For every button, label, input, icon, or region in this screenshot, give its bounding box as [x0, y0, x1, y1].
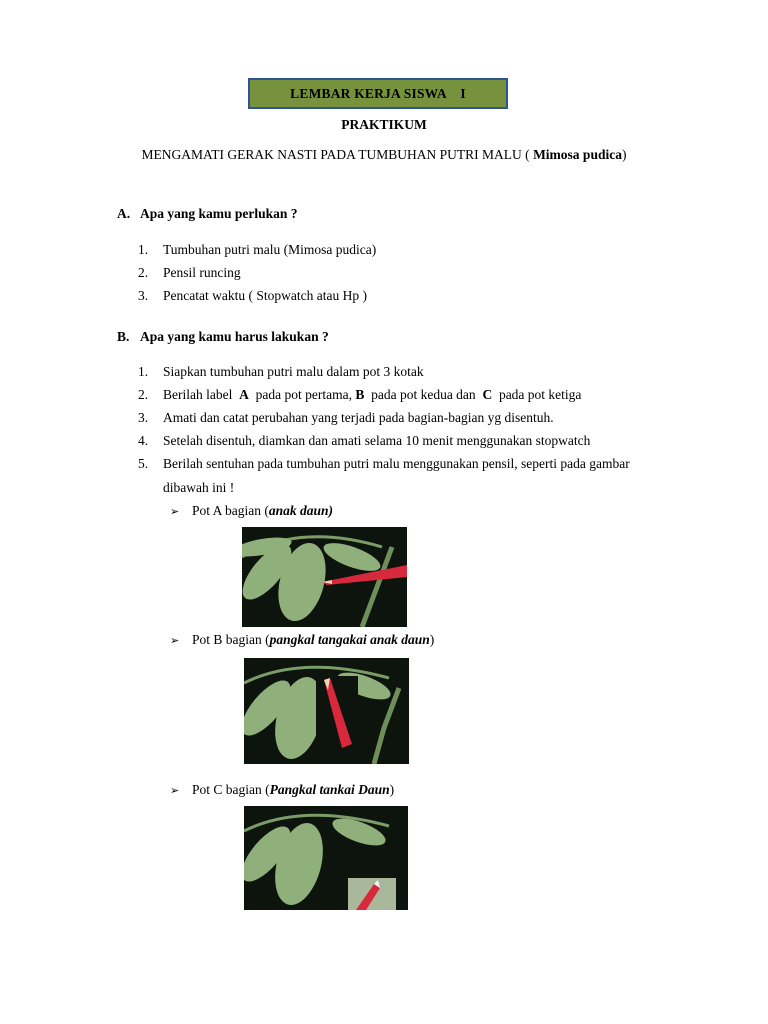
main-title-prefix: MENGAMATI GERAK NASTI PADA TUMBUHAN PUTRI MALU ( — [141, 147, 534, 162]
worksheet-title-box: LEMBAR KERJA SISWA I — [248, 78, 508, 109]
photo-pot-b — [244, 658, 409, 764]
list-item — [138, 452, 630, 475]
section-a-list — [138, 238, 376, 307]
bullet-prefix: Pot C bagian ( — [192, 782, 270, 797]
item2-part2: pada pot pertama, — [248, 387, 356, 402]
list-item-number: 3. — [138, 410, 149, 425]
list-item-text: Setelah disentuh, diamkan dan amati selama 10 menit menggunakan stopwatch — [163, 433, 591, 448]
bullet-suffix: ) — [429, 632, 435, 647]
list-item-text: Pensil runcing — [163, 265, 241, 280]
list-item-text: Pencatat waktu ( Stopwatch atau Hp ) — [163, 288, 367, 303]
bullet-pot-b — [170, 632, 434, 648]
bullet-emphasis: Pangkal tankai Daun — [269, 782, 390, 797]
bullet-emphasis: anak daun) — [268, 503, 334, 518]
section-a-heading — [117, 206, 298, 222]
arrow-bullet-icon: ➢ — [170, 785, 180, 797]
list-item-text: Tumbuhan putri malu (Mimosa pudica) — [163, 242, 377, 257]
label-c: C — [482, 387, 493, 402]
section-b-letter: B. — [117, 329, 130, 344]
bullet-prefix: Pot B bagian ( — [192, 632, 270, 647]
section-b-title: Apa yang kamu harus lakukan ? — [140, 329, 329, 344]
item2-part1: Berilah label — [163, 387, 240, 402]
bullet-pot-c — [170, 782, 394, 798]
list-item-number: 1. — [138, 364, 149, 379]
main-title-suffix: ) — [621, 147, 627, 162]
list-item-number: 2. — [138, 387, 149, 402]
bullet-prefix: Pot A bagian ( — [192, 503, 269, 518]
list-item-text: Siapkan tumbuhan putri malu dalam pot 3 kotak — [163, 364, 424, 379]
bullet-pot-a — [170, 503, 333, 519]
list-item-number: 4. — [138, 433, 149, 448]
list-item — [138, 360, 630, 383]
arrow-bullet-icon: ➢ — [170, 506, 180, 518]
list-item — [138, 238, 376, 261]
label-a: A — [239, 387, 249, 402]
list-item-number: 3. — [138, 288, 149, 303]
section-a-title: Apa yang kamu perlukan ? — [140, 206, 298, 221]
list-item-number: 2. — [138, 265, 149, 280]
mimosa-leaf-pencil-image — [244, 806, 408, 910]
label-b: B — [355, 387, 365, 402]
main-title — [0, 147, 768, 163]
list-item — [138, 429, 630, 452]
mimosa-leaf-pencil-image — [244, 658, 409, 764]
bullet-emphasis: pangkal tangakai anak daun — [269, 632, 430, 647]
list-item-number: 5. — [138, 456, 149, 471]
list-item-text: Amati dan catat perubahan yang terjadi pada bagian-bagian yg disentuh. — [163, 410, 554, 425]
list-item-number: 1. — [138, 242, 149, 257]
item5-continuation: dibawah ini ! — [163, 480, 235, 495]
item2-part3: pada pot kedua dan — [364, 387, 483, 402]
section-a-letter: A. — [117, 206, 131, 221]
item2-part4: pada pot ketiga — [492, 387, 582, 402]
list-item — [138, 406, 630, 429]
list-item — [138, 383, 630, 406]
list-item — [138, 261, 376, 284]
list-item-text: Berilah sentuhan pada tumbuhan putri malu menggunakan pensil, seperti pada gambar — [163, 456, 630, 471]
arrow-bullet-icon: ➢ — [170, 635, 180, 647]
photo-pot-c — [244, 806, 408, 910]
section-b-list — [138, 360, 630, 475]
section-b-heading — [117, 329, 329, 345]
subtitle-praktikum: PRAKTIKUM — [341, 117, 427, 132]
main-title-latin: Mimosa pudica — [533, 147, 622, 162]
mimosa-leaf-pencil-image — [242, 527, 407, 627]
photo-pot-a — [242, 527, 407, 627]
list-item — [138, 284, 376, 307]
bullet-suffix: ) — [389, 782, 395, 797]
